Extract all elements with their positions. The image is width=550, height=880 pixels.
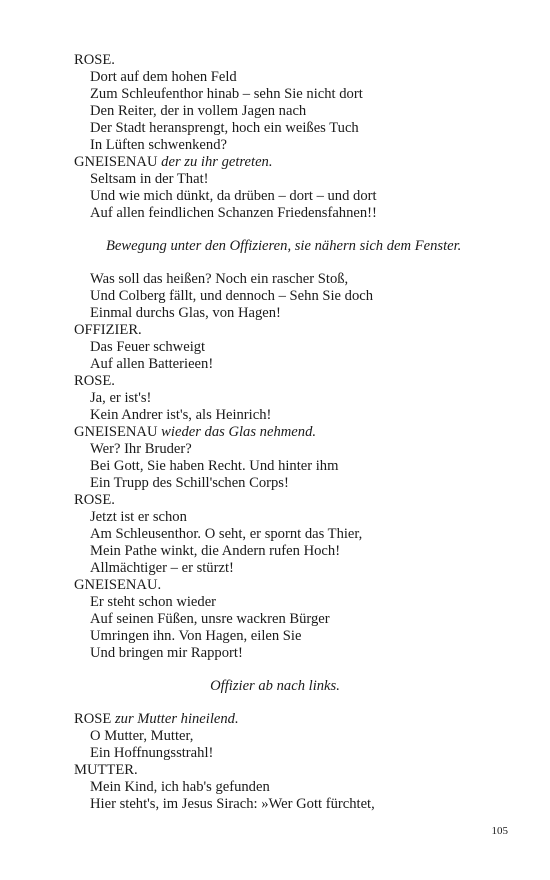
- speaker-name: GNEISENAU: [74, 424, 158, 440]
- verse-line: Kein Andrer ist's, als Heinrich!: [90, 407, 272, 423]
- stage-direction: der zu ihr getreten.: [161, 154, 273, 170]
- stage-direction: Bewegung unter den Offizieren, sie nähern sich dem Fenster.: [106, 238, 462, 254]
- speaker-line: [74, 52, 115, 69]
- speaker-line: [74, 154, 273, 171]
- verse-line: Und bringen mir Rapport!: [90, 645, 243, 661]
- verse-line: Und Colberg fällt, und dennoch – Sehn Sie doch: [90, 288, 374, 304]
- verse-line: Jetzt ist er schon: [90, 509, 187, 525]
- speaker-line: [74, 762, 138, 779]
- verse-line: Hier steht's, im Jesus Sirach: »Wer Gott fürchtet,: [90, 796, 375, 812]
- verse-line: Ein Trupp des Schill'schen Corps!: [90, 475, 289, 491]
- speaker-name: MUTTER.: [74, 762, 138, 778]
- page-number: 105: [491, 825, 508, 837]
- verse-line: Ein Hoffnungsstrahl!: [90, 745, 214, 761]
- verse-line: Allmächtiger – er stürzt!: [90, 560, 234, 576]
- verse-line: Mein Pathe winkt, die Andern rufen Hoch!: [90, 543, 341, 559]
- verse-line: Am Schleusenthor. O seht, er spornt das Thier,: [90, 526, 363, 542]
- verse-line: Was soll das heißen? Noch ein rascher Stoß,: [90, 271, 349, 287]
- speaker-line: [74, 492, 115, 509]
- verse-line: Das Feuer schweigt: [90, 339, 206, 355]
- stage-direction: zur Mutter hineilend.: [114, 711, 239, 727]
- speaker-line: [74, 424, 316, 441]
- verse-line: Er steht schon wieder: [90, 594, 217, 610]
- stage-direction: wieder das Glas nehmend.: [161, 424, 317, 440]
- verse-line: Umringen ihn. Von Hagen, eilen Sie: [90, 628, 302, 644]
- verse-line: Mein Kind, ich hab's gefunden: [90, 779, 270, 795]
- verse-line: Den Reiter, der in vollem Jagen nach: [90, 103, 307, 119]
- speaker-name: ROSE.: [74, 52, 115, 68]
- verse-line: Auf allen feindlichen Schanzen Friedensfahnen!!: [90, 205, 377, 221]
- speaker-name: OFFIZIER.: [74, 322, 142, 338]
- speaker-name: GNEISENAU.: [74, 577, 162, 593]
- verse-line: Auf seinen Füßen, unsre wackren Bürger: [90, 611, 330, 627]
- speaker-name: ROSE.: [74, 492, 115, 508]
- verse-line: Ja, er ist's!: [90, 390, 152, 406]
- verse-line: Wer? Ihr Bruder?: [90, 441, 192, 457]
- speaker-name: ROSE: [74, 711, 112, 727]
- verse-line: O Mutter, Mutter,: [90, 728, 194, 744]
- verse-line: Der Stadt heransprengt, hoch ein weißes Tuch: [90, 120, 359, 136]
- verse-line: Und wie mich dünkt, da drüben – dort – und dort: [90, 188, 377, 204]
- verse-line: Einmal durchs Glas, von Hagen!: [90, 305, 281, 321]
- verse-line: Seltsam in der That!: [90, 171, 209, 187]
- verse-line: Bei Gott, Sie haben Recht. Und hinter ihm: [90, 458, 339, 474]
- speaker-line: [74, 373, 115, 390]
- verse-line: Zum Schleufenthor hinab – sehn Sie nicht dort: [90, 86, 363, 102]
- verse-line: Dort auf dem hohen Feld: [90, 69, 237, 85]
- stage-direction: Offizier ab nach links.: [210, 678, 340, 694]
- speaker-name: GNEISENAU: [74, 154, 158, 170]
- speaker-line: [74, 577, 161, 594]
- speaker-line: [74, 322, 142, 339]
- verse-line: In Lüften schwenkend?: [90, 137, 227, 153]
- speaker-line: [74, 711, 239, 728]
- speaker-name: ROSE.: [74, 373, 115, 389]
- verse-line: Auf allen Batterieen!: [90, 356, 214, 372]
